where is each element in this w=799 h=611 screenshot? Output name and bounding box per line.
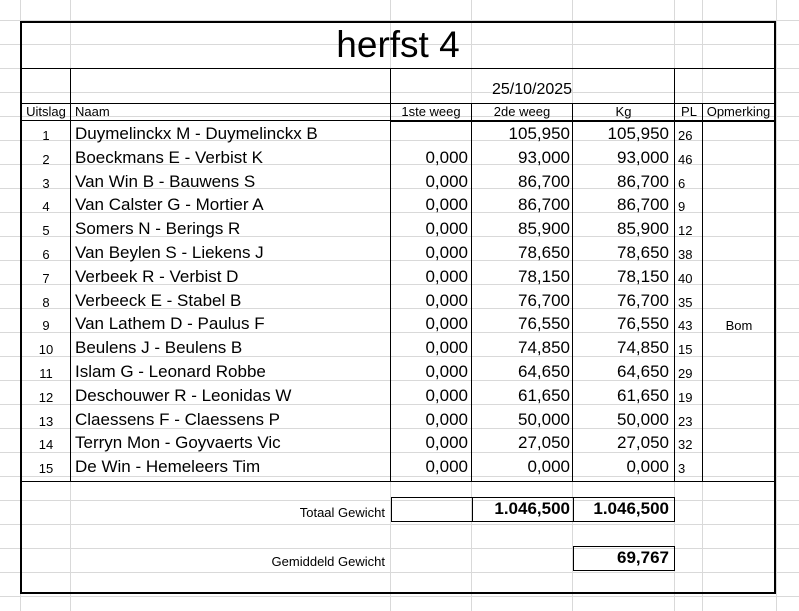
cell-pl: 3 xyxy=(678,461,686,477)
total-kg-value: 1.046,500 xyxy=(593,499,669,518)
cell-name: Duymelinckx M - Duymelinckx B xyxy=(75,124,318,143)
cell-w2: 50,000 xyxy=(518,409,570,429)
cell-note xyxy=(703,149,775,171)
total-weight-label: Totaal Gewicht xyxy=(299,505,385,520)
cell-rank: 12 xyxy=(38,389,54,405)
cell-w1 xyxy=(392,123,468,145)
cell-name: Verbeek R - Verbist D xyxy=(75,266,239,286)
cell-note xyxy=(703,173,775,195)
col-divider-kg xyxy=(674,68,675,481)
page-title: herfst 4 xyxy=(336,24,460,65)
cell-pl: 19 xyxy=(678,389,693,405)
cell-kg: 86,700 xyxy=(617,195,669,215)
cell-kg: 76,700 xyxy=(617,290,669,310)
cell-w1: 0,000 xyxy=(425,290,468,310)
event-date: 25/10/2025 xyxy=(491,81,573,98)
cell-note xyxy=(703,363,775,385)
cell-rank: 14 xyxy=(38,437,54,453)
cell-kg: 27,050 xyxy=(617,433,669,453)
header-kg: Kg xyxy=(615,104,632,119)
cell-note xyxy=(703,292,775,314)
cell-kg: 74,850 xyxy=(617,338,669,358)
cell-note: Bom xyxy=(725,318,753,334)
cell-pl: 6 xyxy=(678,175,686,191)
cell-w2: 0,000 xyxy=(527,457,570,477)
header-naam: Naam xyxy=(75,104,110,119)
header-opmerking: Opmerking xyxy=(706,104,771,119)
cell-w2: 76,550 xyxy=(518,314,570,334)
cell-rank: 7 xyxy=(42,270,50,286)
cell-name: Beulens J - Beulens B xyxy=(75,338,243,358)
cell-kg: 105,950 xyxy=(607,124,669,143)
cell-w1: 0,000 xyxy=(425,266,468,286)
cell-note xyxy=(703,387,775,409)
cell-pl: 38 xyxy=(678,247,693,262)
cell-pl: 12 xyxy=(678,223,693,239)
cell-rank: 6 xyxy=(42,247,50,262)
col-divider-weeg2 xyxy=(572,103,573,481)
cell-note xyxy=(703,196,775,218)
cell-w2: 86,700 xyxy=(518,195,570,215)
cell-w1: 0,000 xyxy=(425,219,468,239)
cell-w1: 0,000 xyxy=(425,243,468,262)
total-weeg2-value: 1.046,500 xyxy=(494,499,570,518)
cell-pl: 29 xyxy=(678,366,693,381)
cell-w2: 86,700 xyxy=(518,171,570,191)
cell-name: Islam G - Leonard Robbe xyxy=(75,362,266,381)
cell-rank: 2 xyxy=(42,151,50,167)
cell-rank: 1 xyxy=(42,128,50,143)
cell-w2: 61,650 xyxy=(518,385,570,405)
col-divider-weeg1 xyxy=(471,103,472,481)
col-divider-name xyxy=(390,68,391,481)
cell-name: Van Lathem D - Paulus F xyxy=(75,314,265,334)
cell-w2: 78,150 xyxy=(518,266,570,286)
cell-w1: 0,000 xyxy=(425,171,468,191)
cell-name: Boeckmans E - Verbist K xyxy=(75,147,264,167)
cell-kg: 93,000 xyxy=(617,147,669,167)
cell-pl: 26 xyxy=(678,128,693,143)
cell-rank: 3 xyxy=(42,175,50,191)
cell-w2: 93,000 xyxy=(518,147,570,167)
cell-w2: 78,650 xyxy=(518,243,570,262)
cell-w2: 105,950 xyxy=(508,124,570,143)
cell-w2: 64,650 xyxy=(518,362,570,381)
col-divider-rank xyxy=(70,68,71,481)
cell-w2: 74,850 xyxy=(518,338,570,358)
cell-pl: 40 xyxy=(678,270,693,286)
cell-w1: 0,000 xyxy=(425,314,468,334)
cell-note xyxy=(703,268,775,290)
cell-pl: 35 xyxy=(678,294,693,310)
cell-name: Deschouwer R - Leonidas W xyxy=(75,385,292,405)
cell-w1: 0,000 xyxy=(425,147,468,167)
cell-note xyxy=(703,244,775,266)
cell-kg: 61,650 xyxy=(617,385,669,405)
average-weight-label: Gemiddeld Gewicht xyxy=(271,554,385,569)
cell-kg: 76,550 xyxy=(617,314,669,334)
header-uitslag: Uitslag xyxy=(26,104,66,119)
cell-w1: 0,000 xyxy=(425,433,468,453)
title-divider xyxy=(22,68,774,69)
cell-kg: 85,900 xyxy=(617,219,669,239)
cell-name: Somers N - Berings R xyxy=(75,219,241,239)
cell-kg: 86,700 xyxy=(617,171,669,191)
cell-name: Van Win B - Bauwens S xyxy=(75,171,256,191)
average-kg-value: 69,767 xyxy=(617,548,669,567)
cell-w1: 0,000 xyxy=(425,362,468,381)
cell-w1: 0,000 xyxy=(425,385,468,405)
cell-rank: 10 xyxy=(38,342,54,358)
cell-name: Van Beylen S - Liekens J xyxy=(75,243,264,262)
cell-rank: 4 xyxy=(42,199,50,215)
cell-note xyxy=(703,220,775,242)
header-underline xyxy=(390,121,774,122)
cell-name: Van Calster G - Mortier A xyxy=(75,195,264,215)
cell-rank: 15 xyxy=(38,461,54,477)
cell-kg: 0,000 xyxy=(626,457,669,477)
header-pl: PL xyxy=(681,104,697,119)
cell-kg: 78,150 xyxy=(617,266,669,286)
cell-note xyxy=(703,125,775,147)
cell-rank: 13 xyxy=(38,413,54,429)
cell-note xyxy=(703,434,775,456)
cell-rank: 11 xyxy=(39,366,53,381)
header-weeg1: 1ste weeg xyxy=(401,104,461,119)
cell-w1: 0,000 xyxy=(425,195,468,215)
cell-rank: 9 xyxy=(42,318,50,334)
cell-w2: 76,700 xyxy=(518,290,570,310)
cell-pl: 15 xyxy=(678,342,693,358)
table-bottom-line xyxy=(22,481,774,482)
cell-name: Verbeeck E - Stabel B xyxy=(75,290,242,310)
cell-pl: 32 xyxy=(678,437,693,453)
cell-rank: 5 xyxy=(42,223,50,239)
cell-name: De Win - Hemeleers Tim xyxy=(75,457,261,477)
cell-kg: 78,650 xyxy=(617,243,669,262)
cell-w1: 0,000 xyxy=(425,409,468,429)
total-weeg1-box xyxy=(391,497,473,522)
cell-w1: 0,000 xyxy=(425,338,468,358)
cell-name: Claessens F - Claessens P xyxy=(75,409,281,429)
cell-w1: 0,000 xyxy=(425,457,468,477)
cell-pl: 23 xyxy=(678,413,693,429)
header-weeg2: 2de weeg xyxy=(493,104,551,119)
cell-name: Terryn Mon - Goyvaerts Vic xyxy=(75,433,281,453)
cell-pl: 43 xyxy=(678,318,693,334)
cell-w2: 27,050 xyxy=(518,433,570,453)
cell-w2: 85,900 xyxy=(518,219,570,239)
cell-note xyxy=(703,458,775,480)
cell-rank: 8 xyxy=(42,294,50,310)
cell-pl: 46 xyxy=(678,151,693,167)
gridline-horizontal xyxy=(0,596,799,597)
cell-kg: 50,000 xyxy=(617,409,669,429)
cell-note xyxy=(703,339,775,361)
cell-note xyxy=(703,411,775,433)
cell-kg: 64,650 xyxy=(617,362,669,381)
cell-pl: 9 xyxy=(678,199,686,215)
